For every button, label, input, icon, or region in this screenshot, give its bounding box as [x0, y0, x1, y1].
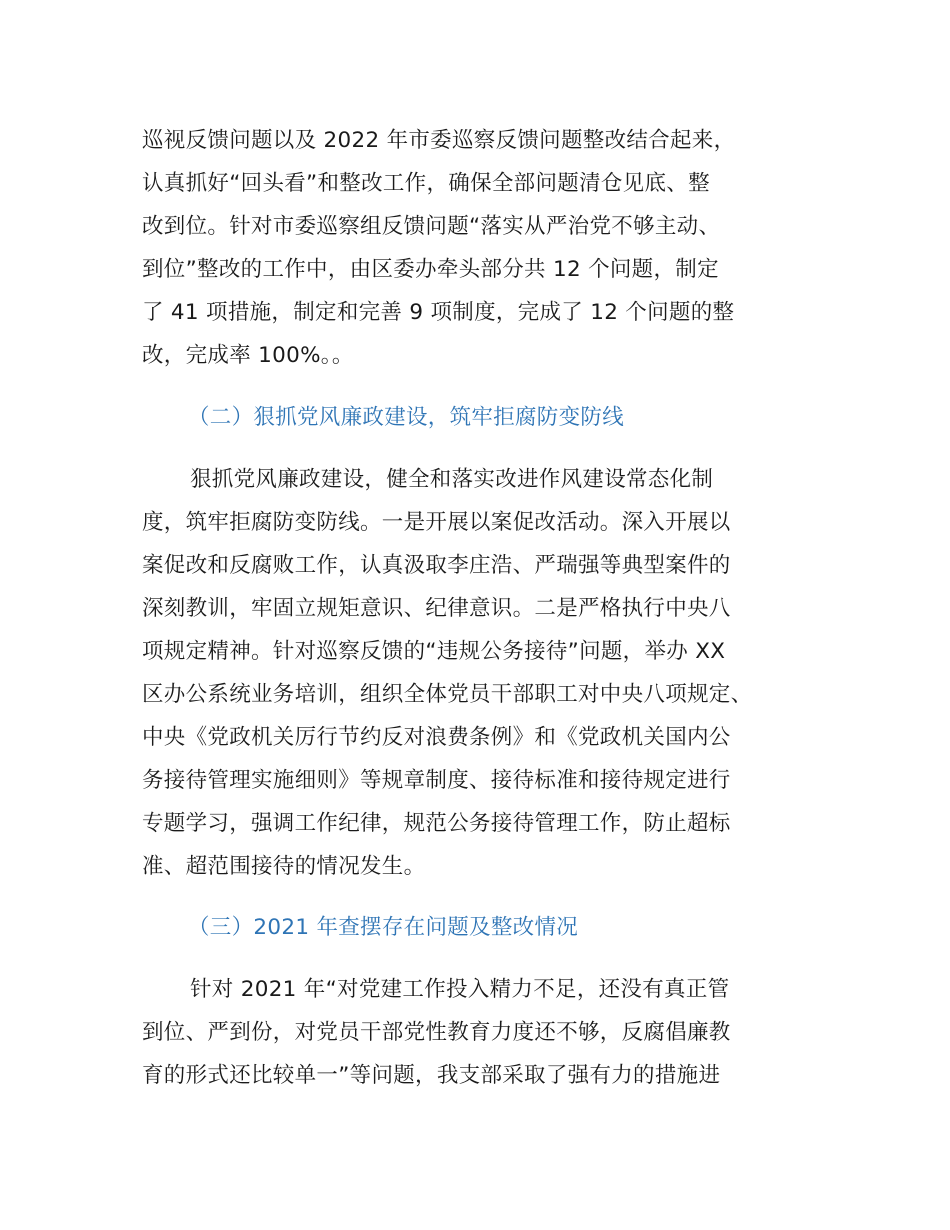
body-text-line: 项规定精神。针对巡察反馈的“违规公务接待”问题，举办 XX — [142, 639, 726, 664]
body-text-line: 改到位。针对市委巡察组反馈问题“落实从严治党不够主动、 — [142, 214, 721, 239]
body-text-line: 准、超范围接待的情况发生。 — [142, 854, 426, 879]
body-text-line: 认真抓好“回头看”和整改工作，确保全部问题清仓见底、整 — [142, 171, 710, 196]
body-text-line: 育的形式还比较单一”等问题，我支部采取了强有力的措施进 — [142, 1063, 721, 1088]
body-text-line: 巡视反馈问题以及 2022 年市委巡察反馈问题整改结合起来， — [142, 128, 736, 153]
body-text-line: 度，筑牢拒腐防变防线。一是开展以案促改活动。深入开展以 — [142, 510, 731, 535]
body-text-line: 专题学习，强调工作纪律，规范公务接待管理工作，防止超标 — [142, 811, 731, 836]
body-text-line: 到位、严到份，对党员干部党性教育力度还不够，反腐倡廉教 — [142, 1020, 731, 1045]
body-text-line: 改，完成率 100%。。 — [142, 343, 354, 368]
body-text-line: 区办公系统业务培训，组织全体党员干部职工对中央八项规定、 — [142, 682, 753, 707]
body-text-line: 务接待管理实施细则》等规章制度、接待标准和接待规定进行 — [142, 768, 731, 793]
body-text-line: 到位”整改的工作中，由区委办牵头部分共 12 个问题，制定 — [142, 257, 719, 282]
body-text-line: 案促改和反腐败工作，认真汲取李庄浩、严瑞强等典型案件的 — [142, 553, 731, 578]
body-text-line: 了 41 项措施，制定和完善 9 项制度，完成了 12 个问题的整 — [142, 300, 735, 325]
body-text-line: 中央《党政机关厉行节约反对浪费条例》和《党政机关国内公 — [142, 725, 731, 750]
body-text-line: 针对 2021 年“对党建工作投入精力不足，还没有真正管 — [190, 977, 730, 1002]
section-heading: （三）2021 年查摆存在问题及整改情况 — [188, 915, 579, 940]
body-text-line: 狠抓党风廉政建设，健全和落实改进作风建设常态化制 — [190, 467, 714, 492]
section-heading: （二）狠抓党风廉政建设，筑牢拒腐防变防线 — [188, 405, 625, 430]
body-text-line: 深刻教训，牢固立规矩意识、纪律意识。二是严格执行中央八 — [142, 596, 731, 621]
